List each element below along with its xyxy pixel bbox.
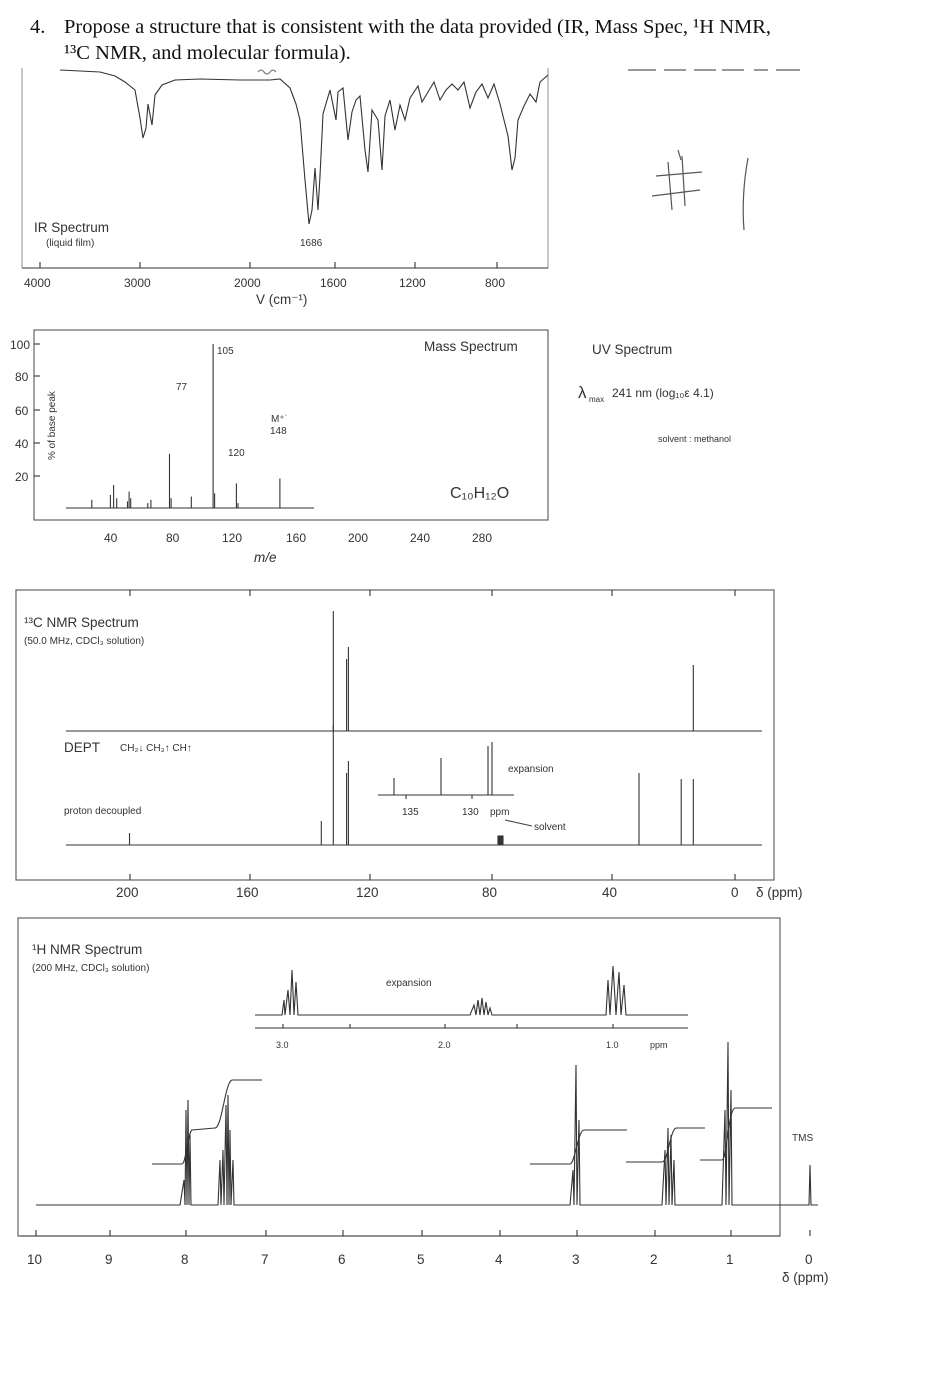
mass-xtick-200: 200 bbox=[348, 531, 369, 545]
h1-title: ¹H NMR Spectrum bbox=[32, 942, 143, 957]
h1-axis-label: δ (ppm) bbox=[782, 1270, 829, 1285]
h1-expansion-trace bbox=[255, 966, 688, 1015]
mass-title: Mass Spectrum bbox=[424, 339, 518, 354]
ir-subtitle: (liquid film) bbox=[46, 238, 95, 249]
mass-label-120: 120 bbox=[228, 448, 245, 459]
mass-ytick-80: 80 bbox=[15, 370, 29, 384]
h1-tick-2: 2 bbox=[650, 1252, 658, 1267]
c13-dept-key: CH₂↓ CH₃↑ CH↑ bbox=[120, 743, 192, 754]
c13-exp-tick-135: 135 bbox=[402, 807, 419, 818]
ir-xlabel: V (cm⁻¹) bbox=[256, 292, 308, 307]
mass-label-mplus: M⁺˙ bbox=[271, 414, 288, 425]
uv-title: UV Spectrum bbox=[592, 342, 673, 357]
ir-tick-4000: 4000 bbox=[24, 276, 51, 290]
c13-axis-label: δ (ppm) bbox=[756, 885, 803, 900]
question-line-1: Propose a structure that is consistent with the data provided (IR, Mass Spec, ¹H NMR, bbox=[64, 16, 772, 38]
h1-tick-0: 0 bbox=[805, 1252, 813, 1267]
handwritten-mark bbox=[652, 150, 748, 230]
mass-bars bbox=[92, 344, 280, 508]
h1-integral-ch3 bbox=[700, 1108, 772, 1160]
h1-subtitle: (200 MHz, CDCl₃ solution) bbox=[32, 963, 150, 974]
mass-xtick-160: 160 bbox=[286, 531, 307, 545]
mass-ytick-labels bbox=[10, 338, 30, 484]
h1-tick-4: 4 bbox=[495, 1252, 503, 1267]
h1-tick-3: 3 bbox=[572, 1252, 580, 1267]
c13-expansion-label: expansion bbox=[508, 764, 554, 775]
c13-proton-label: proton decoupled bbox=[64, 806, 142, 817]
mass-label-148: 148 bbox=[270, 426, 287, 437]
h1-exp-tick-ppm: ppm bbox=[650, 1040, 668, 1050]
ir-title: IR Spectrum bbox=[34, 220, 110, 235]
mass-ytick-100: 100 bbox=[10, 338, 31, 352]
mass-xtick-80: 80 bbox=[166, 531, 180, 545]
question-line-2: ¹³C NMR, and molecular formula). bbox=[64, 42, 351, 64]
mass-label-105: 105 bbox=[217, 346, 234, 357]
c13-tick-40: 40 bbox=[602, 885, 618, 900]
ir-tick-1600: 1600 bbox=[320, 276, 347, 290]
uv-lambda-sub: max bbox=[589, 395, 605, 404]
c13-exp-tick-ppm: ppm bbox=[490, 807, 510, 818]
c13-tick-160: 160 bbox=[236, 885, 259, 900]
mass-label-77: 77 bbox=[176, 382, 188, 393]
c13-dept-label: DEPT bbox=[64, 740, 101, 755]
question-number: 4. bbox=[30, 16, 46, 38]
h1-axis-labels bbox=[27, 1252, 813, 1267]
ir-peak-label: 1686 bbox=[300, 238, 323, 249]
mass-xlabel: m/e bbox=[254, 550, 277, 565]
mass-xtick-240: 240 bbox=[410, 531, 431, 545]
h1-tick-1: 1 bbox=[726, 1252, 734, 1267]
h1-exp-tick-2: 2.0 bbox=[438, 1040, 451, 1050]
mass-xtick-40: 40 bbox=[104, 531, 118, 545]
h1-exp-tick-3: 3.0 bbox=[276, 1040, 289, 1050]
c13-tick-120: 120 bbox=[356, 885, 379, 900]
c13-subtitle: (50.0 MHz, CDCl₃ solution) bbox=[24, 636, 145, 647]
c13-dept-peaks bbox=[333, 611, 693, 731]
ir-tick-3000: 3000 bbox=[124, 276, 151, 290]
c13-solvent-label: solvent bbox=[534, 822, 566, 833]
ir-tick-800: 800 bbox=[485, 276, 506, 290]
ir-tick-2000: 2000 bbox=[234, 276, 261, 290]
h1-exp-tick-1: 1.0 bbox=[606, 1040, 619, 1050]
c13-title: ¹³C NMR Spectrum bbox=[24, 615, 139, 630]
c13-axis-ticks bbox=[130, 590, 735, 880]
c13-expansion-peaks bbox=[394, 742, 492, 799]
h1-integral-aromatic bbox=[152, 1080, 262, 1164]
ir-tick-1200: 1200 bbox=[399, 276, 426, 290]
h1-tms-label: TMS bbox=[792, 1133, 814, 1144]
c13-nmr-spectrum bbox=[16, 590, 774, 880]
mass-xtick-280: 280 bbox=[472, 531, 493, 545]
c13-tick-80: 80 bbox=[482, 885, 498, 900]
mass-formula: C₁₀H₁₂O bbox=[450, 485, 510, 502]
h1-tick-5: 5 bbox=[417, 1252, 425, 1267]
mass-xtick-120: 120 bbox=[222, 531, 243, 545]
h1-tick-10: 10 bbox=[27, 1252, 43, 1267]
h1-axis-ticks bbox=[36, 1230, 810, 1236]
h1-tick-6: 6 bbox=[338, 1252, 346, 1267]
mass-xtick-labels bbox=[104, 531, 492, 545]
uv-value: 241 nm (log₁₀ε 4.1) bbox=[612, 386, 714, 400]
h1-tick-9: 9 bbox=[105, 1252, 113, 1267]
mass-ytick-40: 40 bbox=[15, 437, 29, 451]
h1-tick-7: 7 bbox=[261, 1252, 269, 1267]
h1-integral-ch2b bbox=[626, 1128, 705, 1162]
c13-exp-tick-130: 130 bbox=[462, 807, 479, 818]
c13-axis-labels bbox=[116, 885, 803, 900]
ir-ticks bbox=[40, 262, 497, 268]
h1-expansion-label: expansion bbox=[386, 978, 432, 989]
c13-decoupled-peaks bbox=[130, 725, 694, 845]
mass-ytick-60: 60 bbox=[15, 404, 29, 418]
mass-ytick-20: 20 bbox=[15, 470, 29, 484]
mass-ylabel: % of base peak bbox=[47, 391, 58, 460]
ir-trace bbox=[60, 70, 548, 224]
uv-solvent: solvent : methanol bbox=[658, 434, 732, 444]
c13-tick-0: 0 bbox=[731, 885, 739, 900]
h1-tick-8: 8 bbox=[181, 1252, 189, 1267]
h1-trace bbox=[36, 1042, 818, 1205]
uv-lambda: λ bbox=[578, 383, 587, 402]
ir-tick-labels bbox=[24, 276, 505, 290]
mass-yticks bbox=[34, 344, 40, 476]
c13-tick-200: 200 bbox=[116, 885, 139, 900]
